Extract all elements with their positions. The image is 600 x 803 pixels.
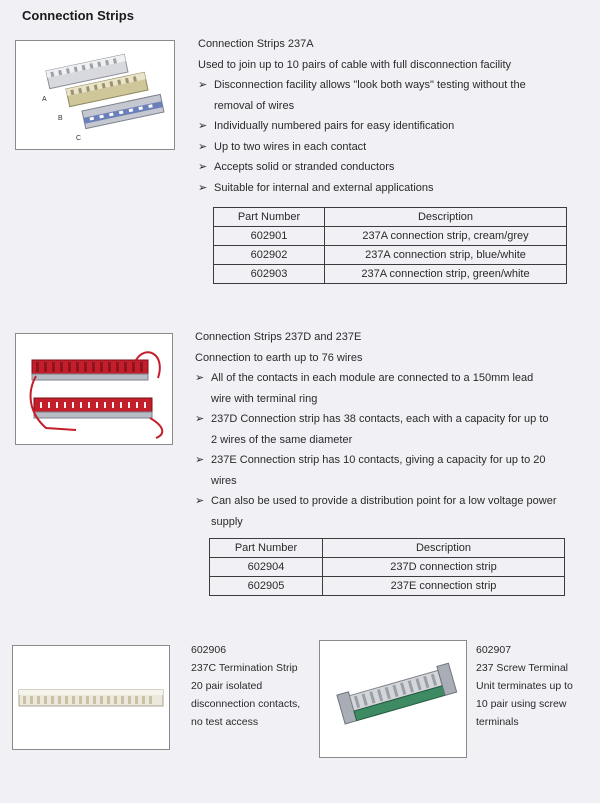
bullet-item: ➢ Accepts solid or stranded conductors (198, 157, 588, 178)
table-row (210, 577, 565, 596)
parts-table-237de (209, 538, 565, 596)
arrow-bullet-icon: ➢ (195, 495, 205, 507)
termination-strip-illustration (13, 646, 169, 749)
product-part-number: 602906 (191, 644, 227, 656)
column-header-part-number: Part Number (214, 208, 325, 227)
section-237de-text (195, 327, 590, 532)
section-237a-text (198, 34, 588, 198)
description-cell: 237D connection strip (323, 558, 565, 577)
bullet-item: ➢ Up to two wires in each contact (198, 137, 588, 158)
arrow-bullet-icon: ➢ (198, 120, 208, 132)
photo-label-a: A (42, 96, 47, 103)
bullet-item: ➢ Can also be used to provide a distribution point for a low voltage power (195, 491, 590, 512)
description-cell: 237A connection strip, cream/grey (325, 227, 567, 246)
part-number-cell: 602901 (214, 227, 325, 246)
product-description-line: 20 pair isolated (191, 680, 263, 692)
part-number-cell: 602905 (210, 577, 323, 596)
arrow-bullet-icon: ➢ (198, 79, 208, 91)
table-row (210, 558, 565, 577)
product-description-line: Unit terminates up to (476, 680, 573, 692)
bullet-continuation: supply (211, 515, 243, 528)
bullet-continuation: wires (211, 474, 237, 487)
bullet-continuation: wire with terminal ring (211, 392, 318, 405)
bullet-item: ➢ Disconnection facility allows "look both ways" testing without the (198, 75, 588, 96)
product-description-line: terminals (476, 716, 519, 728)
photo-237d-237e-strips (15, 333, 173, 445)
arrow-bullet-icon: ➢ (198, 161, 208, 173)
table-row (214, 246, 567, 265)
section-237a-intro: Used to join up to 10 pairs of cable with full disconnection facility (198, 58, 512, 71)
product-part-number: 602907 (476, 644, 512, 656)
red-earth-strips-illustration (16, 334, 172, 444)
column-header-part-number: Part Number (210, 539, 323, 558)
arrow-bullet-icon: ➢ (195, 413, 205, 425)
table-header-row (214, 208, 567, 227)
bullet-continuation: removal of wires (214, 99, 295, 112)
photo-label-b: B (58, 115, 63, 122)
column-header-description: Description (323, 539, 565, 558)
connection-strips-illustration (16, 41, 174, 149)
bullet-continuation: 2 wires of the same diameter (211, 433, 353, 446)
bullet-item: ➢ 237D Connection strip has 38 contacts, each with a capacity for up to (195, 409, 590, 430)
photo-237-screw-terminal (319, 640, 467, 758)
product-602906-text (191, 641, 316, 731)
product-description-line: 10 pair using screw (476, 698, 567, 710)
description-cell: 237A connection strip, green/white (325, 265, 567, 284)
section-237de-heading: Connection Strips 237D and 237E (195, 331, 362, 343)
part-number-cell: 602903 (214, 265, 325, 284)
screw-terminal-illustration (320, 641, 466, 757)
bullet-item: ➢ Suitable for internal and external applications (198, 178, 588, 199)
arrow-bullet-icon: ➢ (198, 181, 208, 194)
table-header-row (210, 539, 565, 558)
product-602907-text (476, 641, 596, 731)
arrow-bullet-icon: ➢ (195, 372, 205, 384)
part-number-cell: 602904 (210, 558, 323, 577)
bullet-item: ➢ Individually numbered pairs for easy identification (198, 116, 588, 137)
product-description-line: 237C Termination Strip (191, 662, 298, 674)
section-237de-intro: Connection to earth up to 76 wires (195, 351, 363, 364)
column-header-description: Description (325, 208, 567, 227)
bullet-item: ➢ 237E Connection strip has 10 contacts, giving a capacity for up to 20 (195, 450, 590, 471)
arrow-bullet-icon: ➢ (195, 454, 205, 466)
photo-label-c: C (76, 135, 82, 142)
part-number-cell: 602902 (214, 246, 325, 265)
product-description-line: disconnection contacts, (191, 698, 301, 710)
arrow-bullet-icon: ➢ (198, 140, 208, 153)
photo-237c-termination-strip (12, 645, 170, 750)
photo-237a-strips (15, 40, 175, 150)
page-title: Connection Strips (22, 8, 134, 23)
table-row (214, 227, 567, 246)
description-cell: 237E connection strip (323, 577, 565, 596)
section-237a-heading: Connection Strips 237A (198, 38, 314, 50)
description-cell: 237A connection strip, blue/white (325, 246, 567, 265)
product-description-line: no test access (191, 716, 259, 728)
product-description-line: 237 Screw Terminal (476, 662, 569, 674)
parts-table-237a (213, 207, 567, 284)
table-row (214, 265, 567, 284)
bullet-item: ➢ All of the contacts in each module are connected to a 150mm lead (195, 368, 590, 389)
